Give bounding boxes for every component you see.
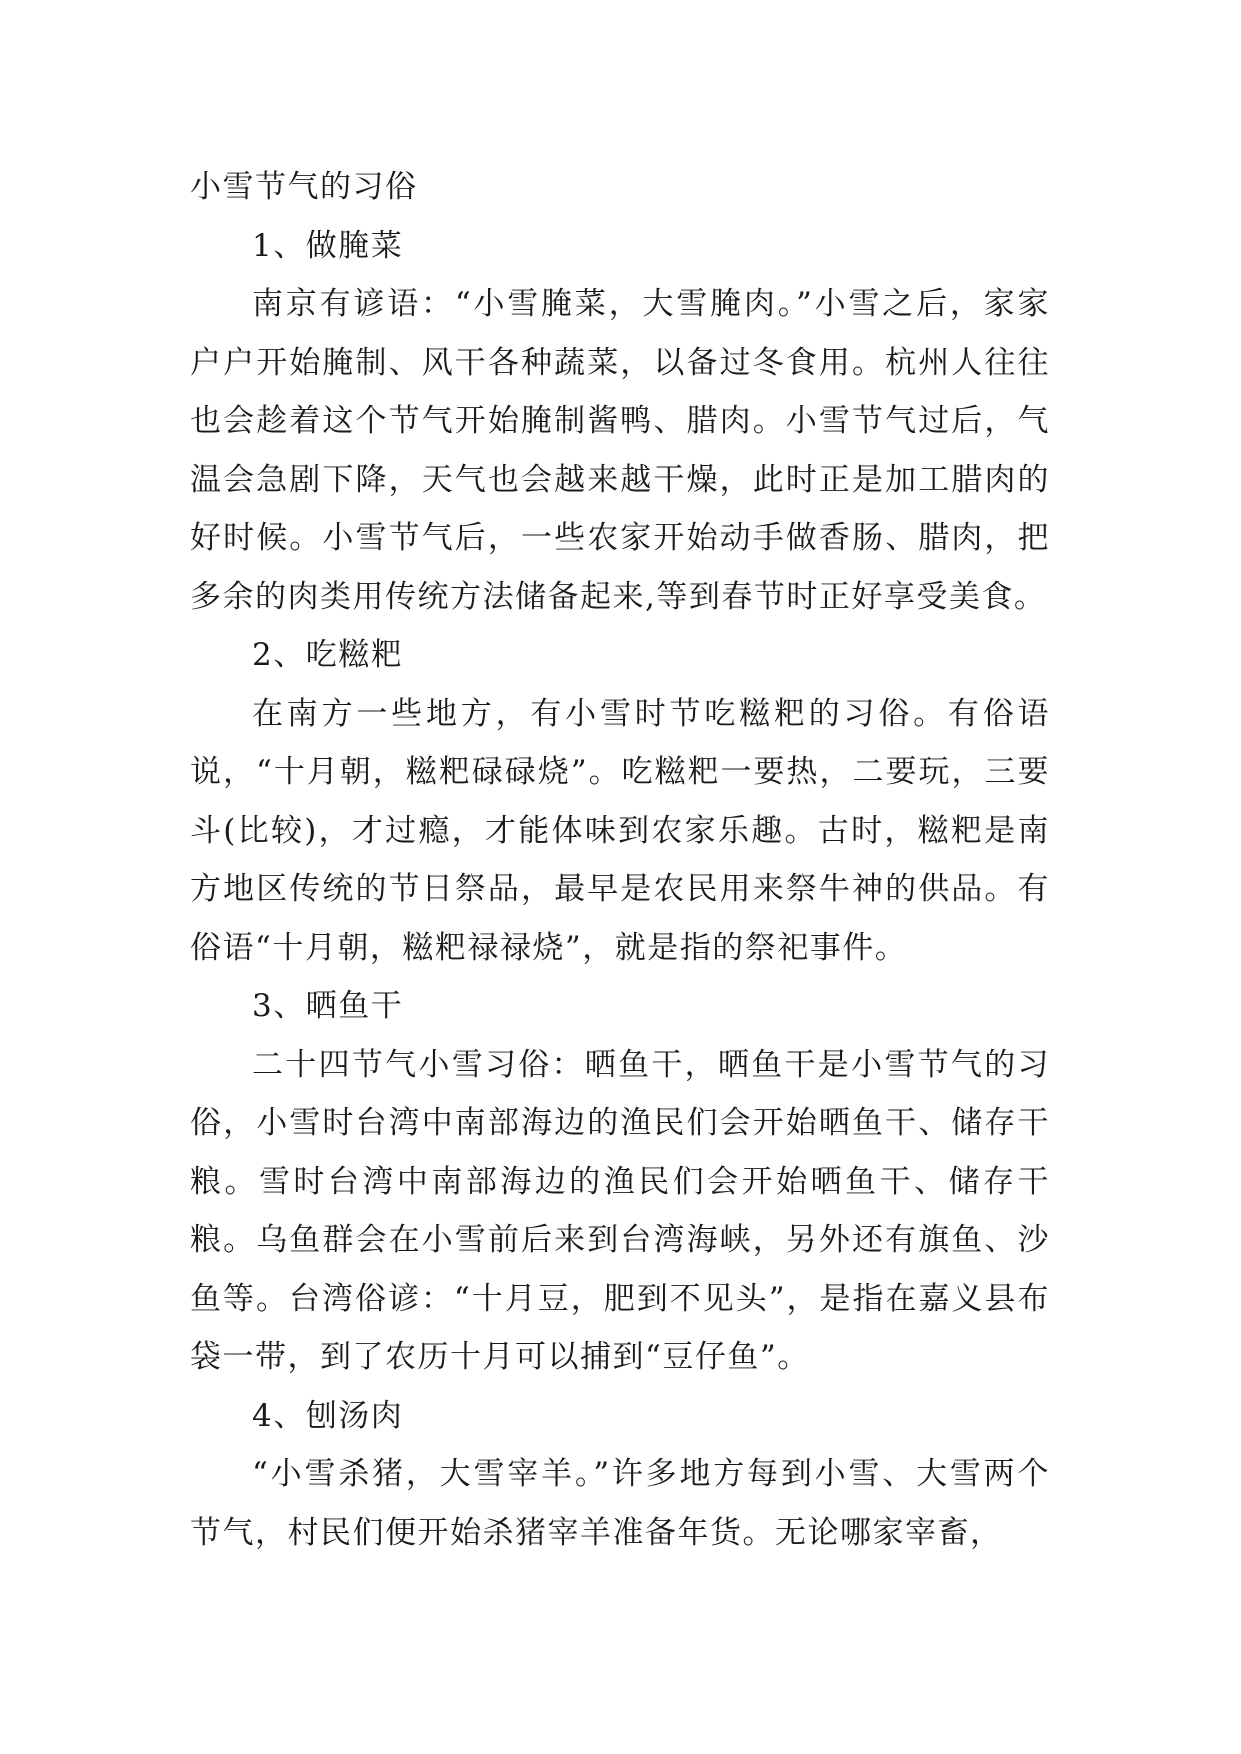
- document-body: [190, 158, 1050, 1562]
- section-heading-1: 1、做腌菜: [252, 227, 404, 264]
- section-heading-2: 2、吃糍粑: [252, 637, 404, 673]
- section-paragraph-3: 二十四节气小雪习俗：晒鱼干，晒鱼干是小雪节气的习俗，小雪时台湾中南部海边的渔民们会开始晒鱼干、储存干粮。雪时台湾中南部海边的渔民们会开始晒鱼干、储存干粮。乌鱼群会在小雪前后来到台湾海峡，另外还有旗鱼、沙鱼等。台湾俗谚：“十月豆，肥到不见头”，是指在嘉义县布袋一带，到了农历十月可以捕到“豆仔鱼”。: [190, 1046, 1050, 1375]
- section-heading-4: 4、刨汤肉: [252, 1397, 404, 1434]
- section-paragraph-4: “小雪杀猪，大雪宰羊。”许多地方每到小雪、大雪两个节气，村民们便开始杀猪宰羊准备年货。无论哪家宰畜，: [190, 1456, 1050, 1551]
- section-paragraph-2: 在南方一些地方，有小雪时节吃糍粑的习俗。有俗语说，“十月朝，糍粑碌碌烧”。吃糍粑一要热，二要玩，三要斗(比较)，才过瘾，才能体味到农家乐趣。古时，糍粑是南方地区传统的节日祭品，最早是农民用来祭牛神的供品。有俗语“十月朝，糍粑禄禄烧”，就是指的祭祀事件。: [190, 695, 1050, 966]
- document-title: 小雪节气的习俗: [190, 169, 418, 205]
- section-heading-3: 3、晒鱼干: [252, 988, 404, 1024]
- section-paragraph-1: 南京有谚语：“小雪腌菜，大雪腌肉。”小雪之后，家家户户开始腌制、风干各种蔬菜，以备过冬食用。杭州人往往也会趁着这个节气开始腌制酱鸭、腊肉。小雪节气过后，气温会急剧下降，天气也会越来越干燥，此时正是加工腊肉的好时候。小雪节气后，一些农家开始动手做香肠、腊肉，把多余的肉类用传统方法储备起来,等到春节时正好享受美食。: [190, 286, 1050, 615]
